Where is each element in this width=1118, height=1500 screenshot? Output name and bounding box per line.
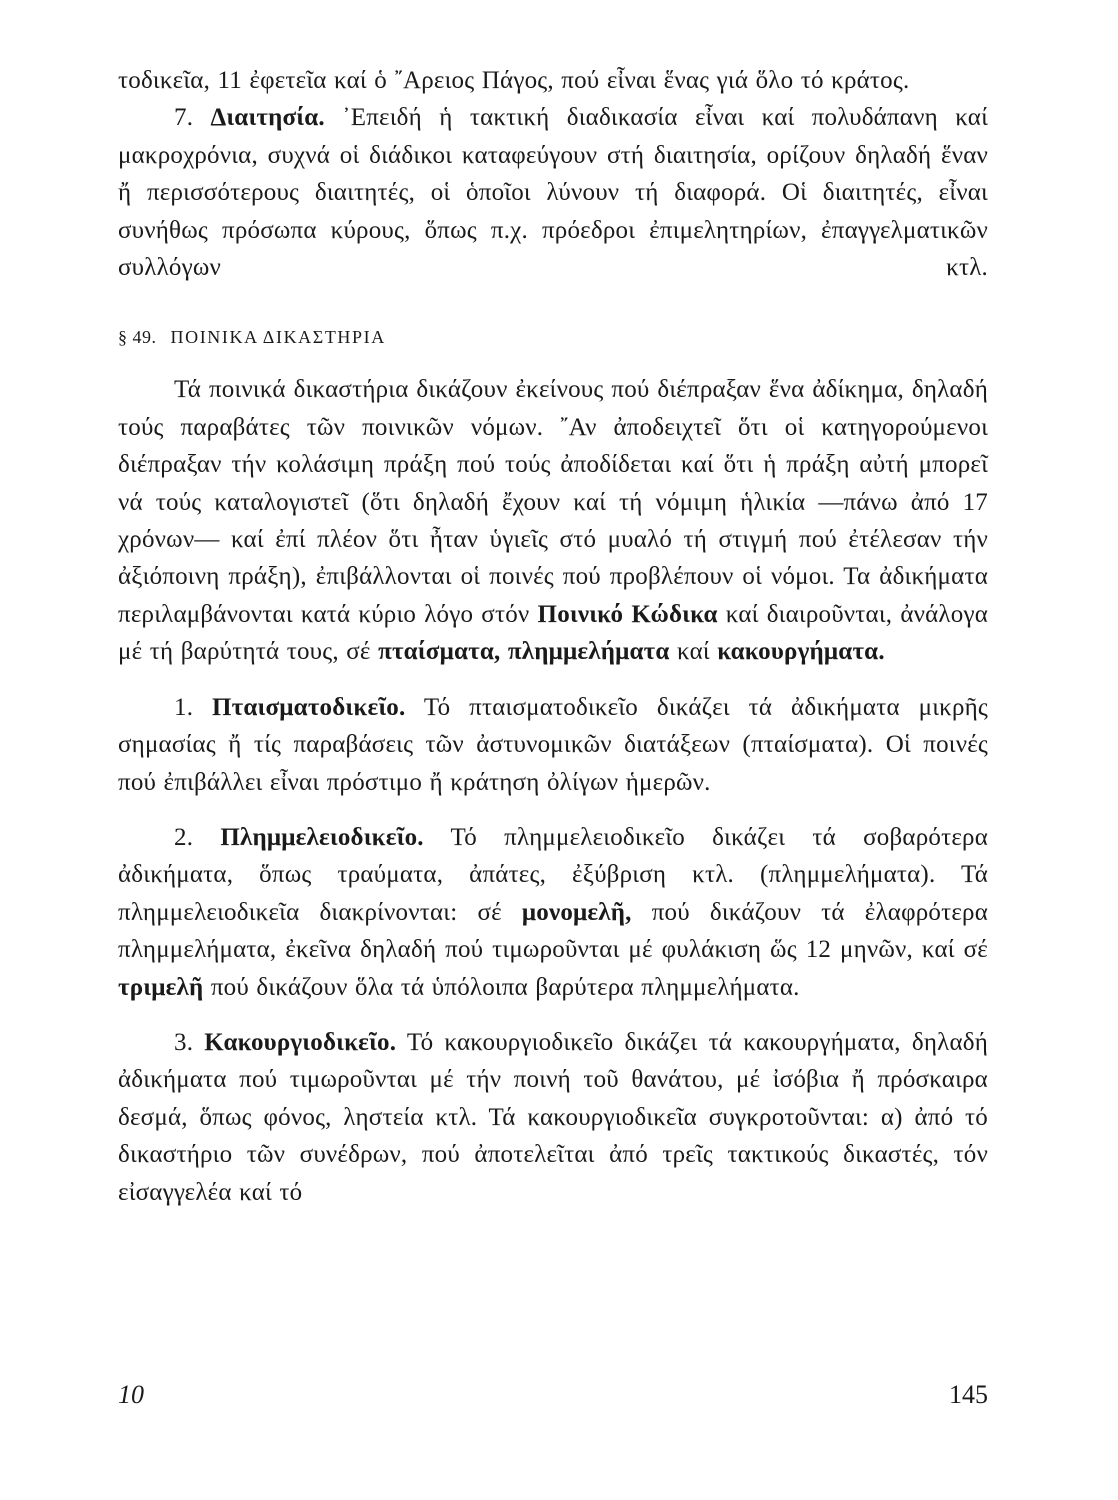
- page-body: [118, 62, 988, 1211]
- item-1-term: Πταισματοδικεῖο.: [212, 693, 406, 721]
- item-2-paragraph: [118, 819, 988, 1006]
- item-3-paragraph: [118, 1024, 988, 1211]
- item-2-text-3: πού δικάζουν ὅλα τά ὑπόλοιπα βαρύτερα πλημμελήματα.: [210, 973, 800, 1001]
- item-2-text-1: Τό πλημμελειοδικεῖο δικάζει τά σοβαρότερα ἀδικήματα, ὅπως τραύματα, ἀπάτες, ἐξύβριση κτλ. (πλημμελήματα). Τά πλημμελειοδικεῖα διακρίνονται: σέ: [118, 823, 989, 926]
- section-number: § 49.: [118, 327, 157, 348]
- section-title: ΠΟΙΝΙΚΑ ΔΙΚΑΣΤΗΡΙΑ: [170, 327, 386, 348]
- item-7-text: ᾿Επειδή ἡ τακτική διαδικασία εἶναι καί πολυδάπανη καί μακροχρόνια, συχνά οἱ διάδικοι καταφεύγουν στή διαιτησία, ορίζουν δηλαδή ἕναν ἤ περισσότερους διαιτητές, οἱ ὁποῖοι λύνουν τή διαφορά. Οἱ διαιτητές, εἶναι συνήθως πρόσωπα κύρους, ὅπως π.χ. πρόεδροι ἐπιμελητηρίων, ἐπαγγελματικῶν συλλόγων κτλ.: [118, 104, 989, 282]
- intro-paragraph: [118, 371, 988, 670]
- item-2-term: Πλημμελειοδικεῖο.: [220, 823, 424, 851]
- item-1-number: 1.: [174, 693, 194, 721]
- item-1-text: Τό πταισματοδικεῖο δικάζει τά ἀδικήματα μικρῆς σημασίας ἤ τίς παραβάσεις τῶν ἀστυνομικῶν διατάξεων (πταίσματα). Οἱ ποινές πού ἐπιβάλλει εἶναι πρόστιμο ἤ κράτηση ὀλίγων ἡμερῶν.: [118, 693, 988, 796]
- item-3-term: Κακουργιοδικεῖο.: [204, 1028, 397, 1056]
- signature-mark: 10: [118, 1380, 144, 1409]
- item-2-bold-three-judge: τριμελῆ: [118, 973, 204, 1001]
- item-1-paragraph: [118, 689, 988, 801]
- intro-text-3: καί: [677, 638, 710, 666]
- intro-bold-penal-code: Ποινικό Κώδικα: [537, 600, 718, 628]
- item-7-term: Διαιτησία.: [210, 104, 325, 132]
- item-7-paragraph: [118, 99, 988, 286]
- item-3-number: 3.: [174, 1028, 194, 1056]
- item-7-number: 7.: [174, 104, 194, 132]
- intro-bold-offences: πταίσματα, πλημμελήματα: [378, 638, 670, 666]
- continuation-paragraph: [118, 62, 988, 99]
- intro-text-1: Τά ποινικά δικαστήρια δικάζουν ἐκείνους πού διέπραξαν ἕνα ἀδίκημα, δηλαδή τούς παραβάτες τῶν ποινικῶν νόμων. ῎Αν ἀποδειχτεῖ ὅτι οἱ κατηγορούμενοι διέπραξαν τήν κολάσιμη πράξη πού τούς ἀποδίδεται καί ὅτι ἡ πράξη αὐτή μπορεῖ νά τούς καταλογιστεῖ (ὅτι δηλαδή ἔχουν καί τή νόμιμη ἡλικία —πάνω ἀπό 17 χρόνων— καί ἐπί πλέον ὅτι ἦταν ὑγιεῖς στό μυαλό τή στιγμή πού ἐτέλεσαν τήν ἀξιόποινη πράξη), ἐπιβάλλονται οἱ ποινές πού προβλέπουν οἱ νόμοι. Τα ἀδικήματα περιλαμβάνονται κατά κύριο λόγο στόν: [118, 376, 988, 628]
- item-2-text-2: πού δικάζουν τά ἐλαφρότερα πλημμελήματα, ἐκεῖνα δηλαδή πού τιμωροῦνται μέ φυλάκιση ὥς 12 μηνῶν, καί σέ: [118, 898, 989, 964]
- page-number: 145: [949, 1380, 988, 1409]
- item-2-bold-single-judge: μονομελῆ,: [521, 898, 632, 926]
- item-2-number: 2.: [174, 823, 194, 851]
- item-3-text: Τό κακουργιοδικεῖο δικάζει τά κακουργήματα, δηλαδή ἀδικήματα πού τιμωροῦνται μέ τήν ποινή τοῦ θανάτου, μέ ἰσόβια ἤ πρόσκαιρα δεσμά, ὅπως φόνος, ληστεία κτλ. Τά κακουργιοδικεῖα συγκροτοῦνται: α) ἀπό τό δικαστήριο τῶν συνέδρων, πού ἀποτελεῖται ἀπό τρεῖς τακτικούς δικαστές, τόν εἰσαγγελέα καί τό: [118, 1028, 988, 1206]
- intro-text-2: καί διαιροῦνται, ἀνάλογα μέ τή βαρύτητά τους, σέ: [118, 600, 988, 666]
- continuation-text: τοδικεῖα, 11 ἐφετεῖα καί ὁ ῎Αρειος Πάγος, πού εἶναι ἕνας γιά ὅλο τό κράτος.: [118, 67, 910, 94]
- section-heading: [118, 323, 988, 351]
- intro-bold-felonies: κακουργήματα.: [717, 638, 885, 666]
